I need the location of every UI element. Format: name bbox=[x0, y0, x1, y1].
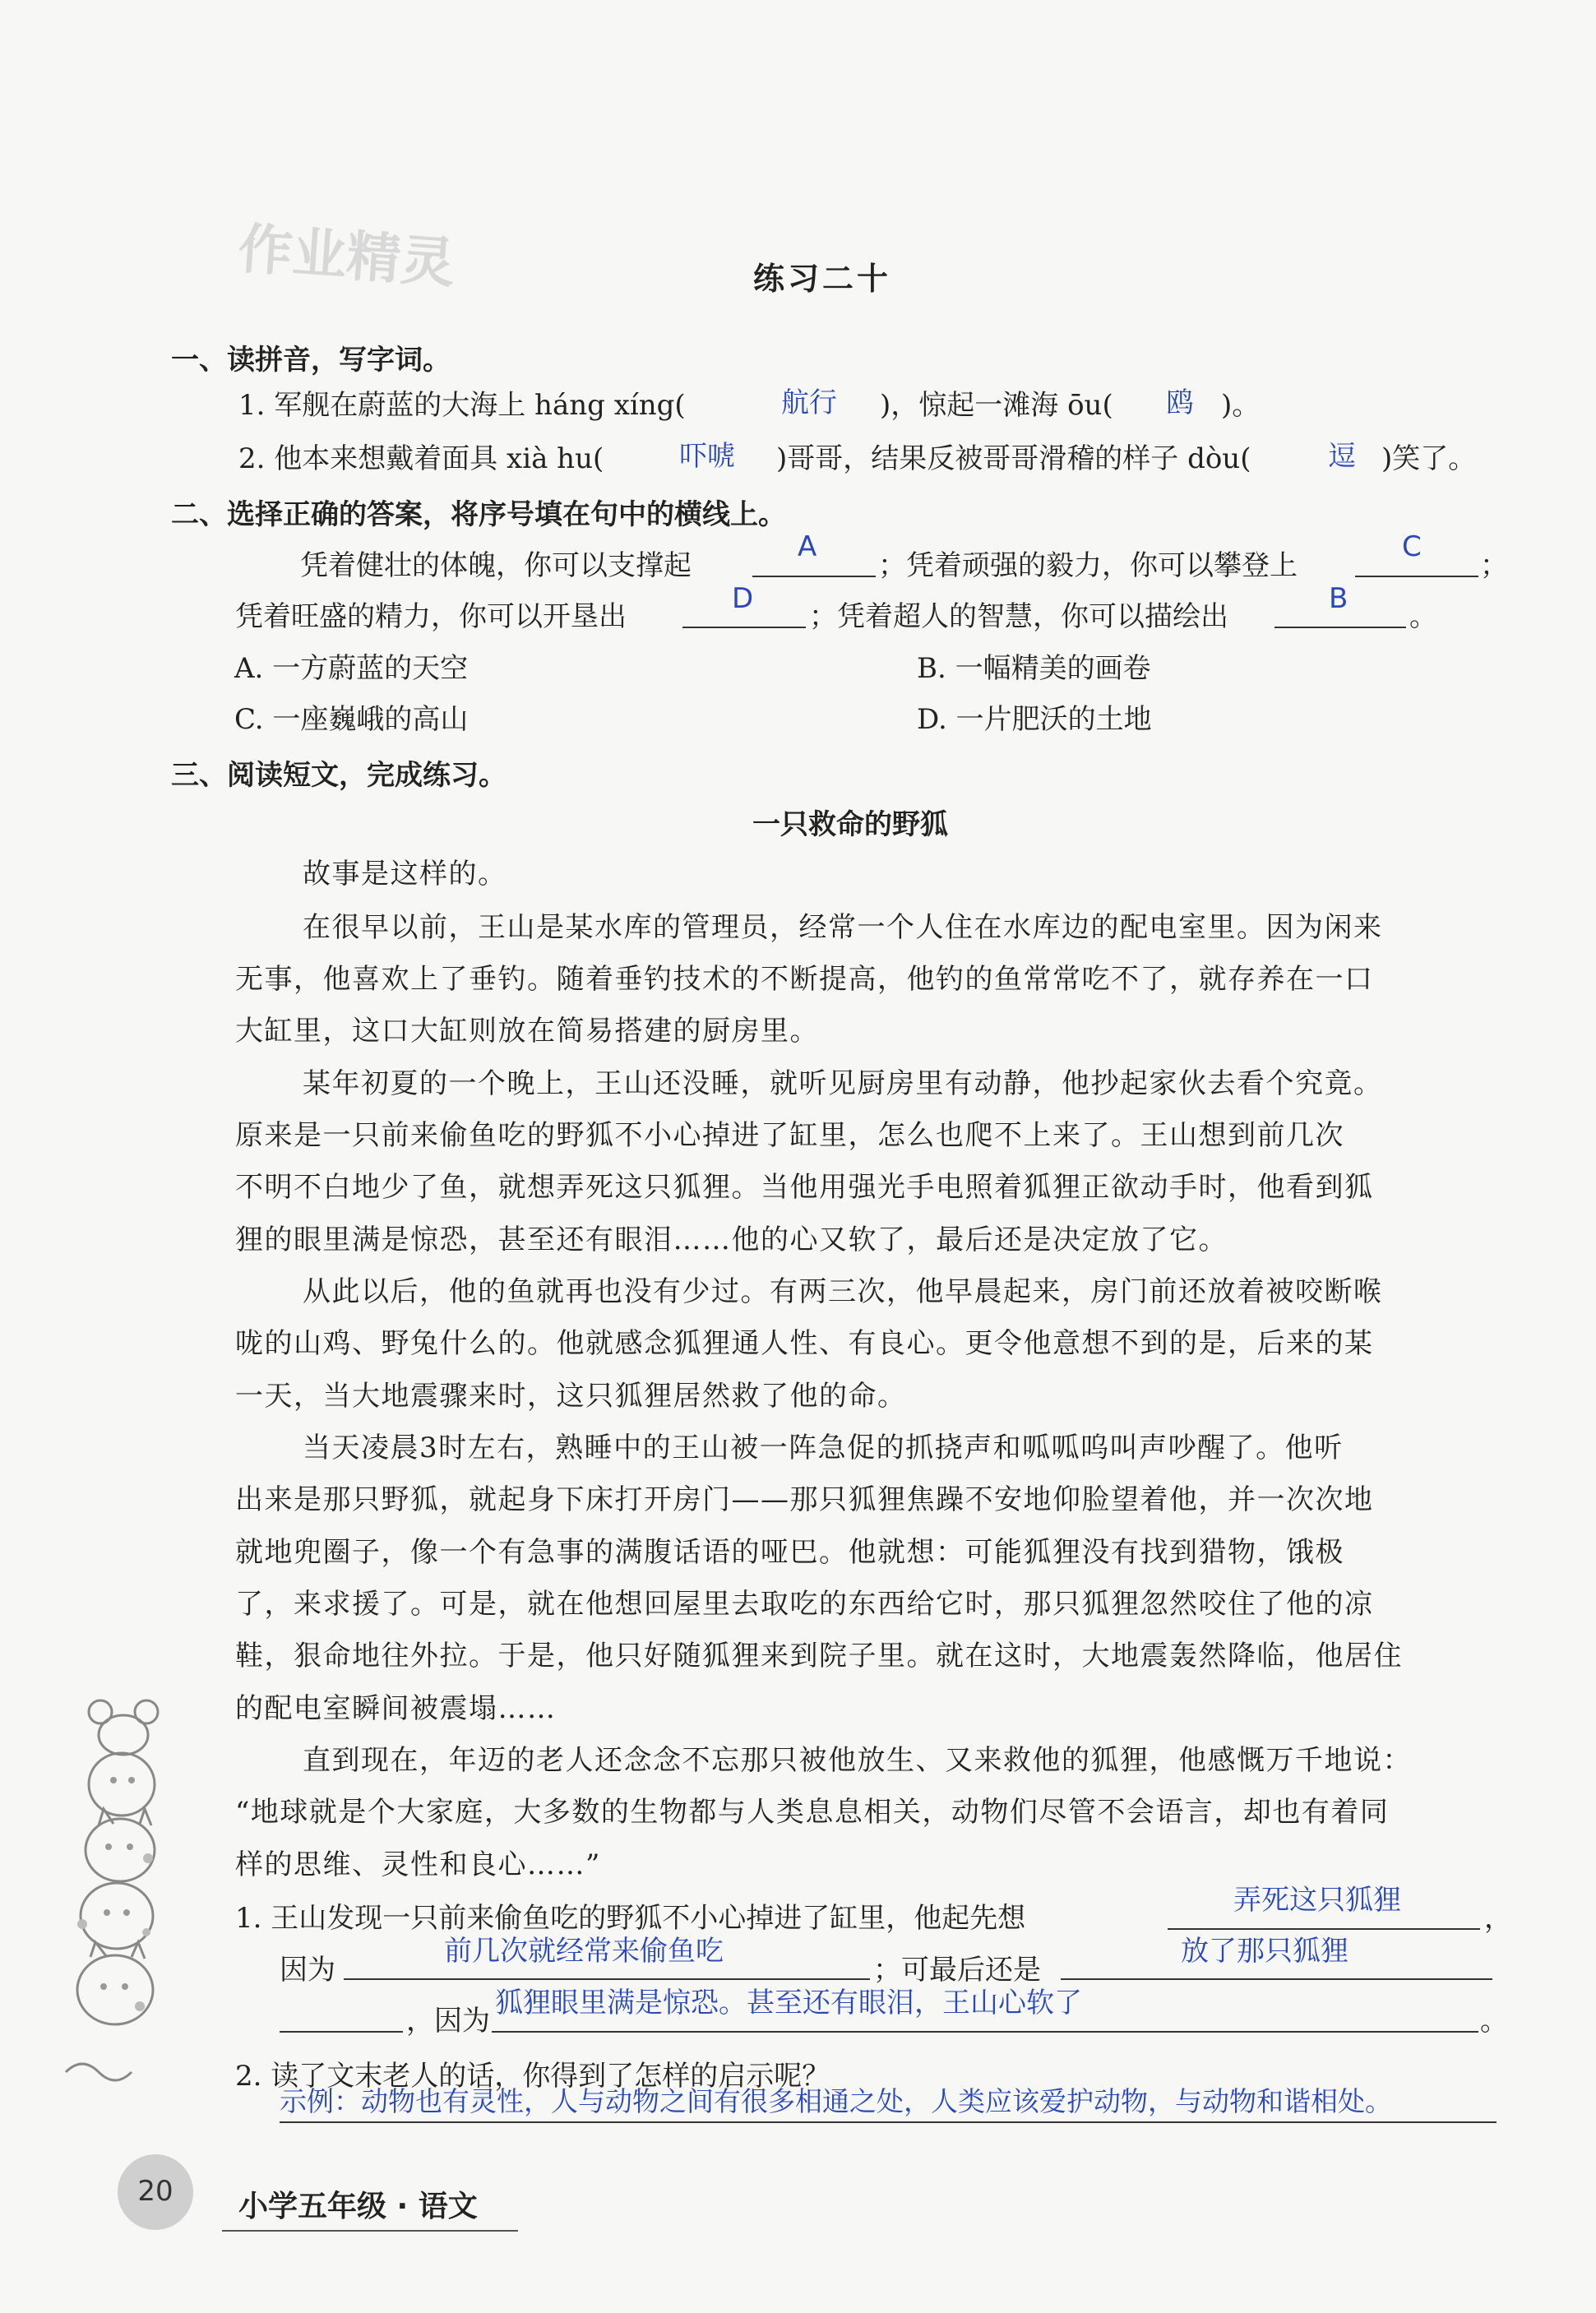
story-line: 故事是这样的。 bbox=[303, 858, 507, 891]
section2-heading: 二、选择正确的答案，将序号填在句中的横线上。 bbox=[171, 498, 786, 531]
story-line: 出来是那只野狐，就起身下床打开房门——那只狐狸焦躁不安地仰脸望着他，并一次次地 bbox=[235, 1483, 1374, 1516]
s2-blank-3 bbox=[682, 627, 806, 628]
story-line: 咙的山鸡、野兔什么的。他就感念狐狸通人性、有良心。更令他意想不到的是，后来的某 bbox=[235, 1327, 1374, 1360]
s2-option-b: B. 一幅精美的画卷 bbox=[917, 652, 1151, 685]
story-line: 从此以后，他的鱼就再也没有少过。有两三次，他早晨起来，房门前还放着被咬断喉 bbox=[303, 1275, 1383, 1308]
story-line: 无事，他喜欢上了垂钓。随着垂钓技术的不断提高，他钓的鱼常常吃不了，就存养在一口 bbox=[235, 963, 1374, 996]
s2-line2-a: 凭着旺盛的精力，你可以开垦出 bbox=[235, 600, 627, 633]
s2-answer-4: B bbox=[1329, 582, 1349, 615]
s3-q2-answer: 示例：动物也有灵性，人与动物之间有很多相通之处，人类应该爱护动物，与动物和谐相处。 bbox=[280, 2085, 1392, 2117]
story-line: 原来是一只前来偷鱼吃的野狐不小心掉进了缸里，怎么也爬不上来了。王山想到前几次 bbox=[235, 1119, 1344, 1152]
s1-q2-answer-1: 吓唬 bbox=[679, 440, 735, 473]
s2-option-c: C. 一座巍峨的高山 bbox=[234, 703, 469, 736]
story-line: 就地兜圈子，像一个有急事的满腹话语的哑巴。他就想：可能狐狸没有找到猎物，饿极 bbox=[235, 1536, 1344, 1569]
s1-q1-text-b: )，惊起一滩海 ōu( bbox=[880, 389, 1113, 422]
s2-line2-c: 。 bbox=[1409, 600, 1437, 633]
s3-q1-text-d: ；可最后还是 bbox=[873, 1954, 1041, 1987]
s3-q1-answer-3: 放了那只狐狸 bbox=[1181, 1935, 1349, 1968]
s1-q1-answer-2: 鸥 bbox=[1166, 386, 1194, 419]
story-line: 直到现在，年迈的老人还念念不忘那只被他放生、又来救他的狐狸，他感慨万千地说： bbox=[303, 1744, 1412, 1777]
s2-answer-2: C bbox=[1402, 530, 1422, 563]
s3-q1-text-c: 因为 bbox=[280, 1954, 335, 1987]
watermark-logo: 作业精灵 bbox=[236, 216, 457, 296]
page-number: 20 bbox=[137, 2175, 173, 2208]
story-line: 当天凌晨3时左右，熟睡中的王山被一阵急促的抓挠声和呱呱呜叫声吵醒了。他听 bbox=[303, 1432, 1344, 1464]
s1-q2-answer-2: 逗 bbox=[1328, 440, 1356, 473]
s2-line1-c: ； bbox=[1480, 549, 1508, 582]
page-title: 练习二十 bbox=[753, 261, 892, 297]
story-line: 样的思维、灵性和良心……” bbox=[235, 1848, 601, 1881]
s1-q1-text-c: )。 bbox=[1221, 389, 1261, 422]
s1-q2-text-b: )哥哥，结果反被哥哥滑稽的样子 dòu( bbox=[776, 442, 1251, 475]
story-line: 了，来求援了。可是，就在他想回屋里去取吃的东西给它时，那只狐狸忽然咬住了他的凉 bbox=[235, 1588, 1374, 1621]
s2-blank-4 bbox=[1274, 627, 1406, 628]
s2-answer-3: D bbox=[732, 582, 754, 615]
s3-q1-text-f: 。 bbox=[1480, 2005, 1508, 2038]
s3-q1-text-e: ，因为 bbox=[406, 2005, 490, 2038]
s3-q1-blank-4a bbox=[280, 2031, 403, 2033]
s3-q1-text-b: ， bbox=[1484, 1902, 1512, 1935]
s2-answer-1: A bbox=[798, 530, 817, 563]
s3-q1-answer-1: 弄死这只狐狸 bbox=[1233, 1884, 1401, 1917]
story-line: “地球就是个大家庭，大多数的生物都与人类息息相关，动物们尽管不会语言，却也有着同 bbox=[235, 1796, 1390, 1829]
cartoon-mice-illustration bbox=[49, 1686, 181, 2113]
book-title: 小学五年级 · 语文 bbox=[238, 2190, 478, 2223]
story-line: 大缸里，这口大缸则放在简易搭建的厨房里。 bbox=[235, 1015, 819, 1048]
footer-rule bbox=[222, 2230, 518, 2232]
s2-line1-b: ；凭着顽强的毅力，你可以攀登上 bbox=[878, 549, 1298, 582]
s2-line1-a: 凭着健壮的体魄，你可以支撑起 bbox=[300, 549, 692, 582]
story-line: 一天，当大地震骤来时，这只狐狸居然救了他的命。 bbox=[235, 1380, 907, 1413]
s3-q2-answer-line bbox=[280, 2121, 1497, 2123]
story-line: 在很早以前，王山是某水库的管理员，经常一个人住在水库边的配电室里。因为闲来 bbox=[303, 911, 1383, 944]
section1-heading: 一、读拼音，写字词。 bbox=[171, 344, 451, 377]
section3-heading: 三、阅读短文，完成练习。 bbox=[171, 759, 507, 792]
s3-q1-text-a: 1. 王山发现一只前来偷鱼吃的野狐不小心掉进了缸里，他起先想 bbox=[235, 1902, 1026, 1935]
s2-line2-b: ；凭着超人的智慧，你可以描绘出 bbox=[809, 600, 1228, 633]
s3-q1-blank-4 bbox=[492, 2031, 1478, 2033]
story-line: 狸的眼里满是惊恐，甚至还有眼泪……他的心又软了，最后还是决定放了它。 bbox=[235, 1224, 1228, 1256]
story-line: 不明不白地少了鱼，就想弄死这只狐狸。当他用强光手电照着狐狸正欲动手时，他看到狐 bbox=[235, 1171, 1374, 1204]
s2-option-d: D. 一片肥沃的土地 bbox=[917, 703, 1152, 736]
s3-q1-answer-2: 前几次就经常来偷鱼吃 bbox=[444, 1935, 724, 1968]
s3-q2-text: 2. 读了文末老人的话，你得到了怎样的启示呢？ bbox=[235, 2060, 830, 2093]
s1-q2-text-a: 2. 他本来想戴着面具 xià hu( bbox=[238, 442, 604, 475]
s1-q1-text-a: 1. 军舰在蔚蓝的大海上 háng xíng( bbox=[238, 389, 686, 422]
story-line: 的配电室瞬间被震塌…… bbox=[235, 1692, 557, 1725]
s1-q2-text-c: )笑了。 bbox=[1381, 442, 1477, 475]
s3-q1-blank-3 bbox=[1061, 1978, 1492, 1980]
s2-blank-1 bbox=[752, 576, 876, 577]
story-line: 某年初夏的一个晚上，王山还没睡，就听见厨房里有动静，他抄起家伙去看个究竟。 bbox=[303, 1067, 1383, 1100]
story-title: 一只救命的野狐 bbox=[752, 808, 948, 841]
story-line: 鞋，狠命地往外拉。于是，他只好随狐狸来到院子里。就在这时，大地震轰然降临，他居住 bbox=[235, 1640, 1403, 1672]
s2-option-a: A. 一方蔚蓝的天空 bbox=[234, 652, 469, 685]
s1-q1-answer-1: 航行 bbox=[781, 386, 837, 419]
s2-blank-2 bbox=[1355, 576, 1478, 577]
s3-q1-answer-4: 狐狸眼里满是惊恐。甚至还有眼泪，王山心软了 bbox=[495, 1987, 1082, 2019]
